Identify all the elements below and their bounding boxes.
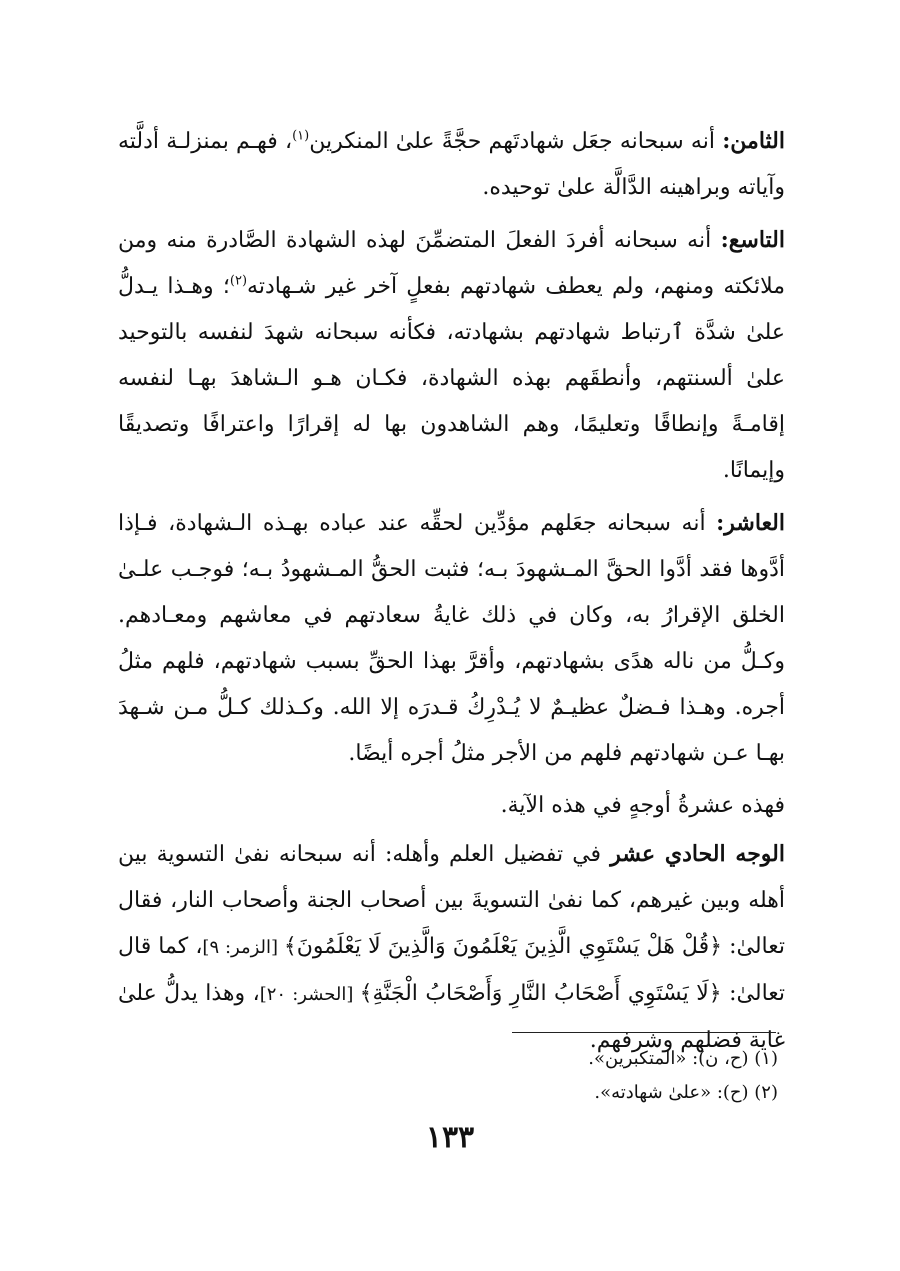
paragraph-ninth [118, 217, 785, 494]
paragraph-eleventh [118, 831, 785, 1064]
paragraph-text: ، وهذا يدلُّ علىٰ غاية فضلهم وشرفهم. [118, 981, 785, 1053]
paragraph-text: في تفضيل العلم وأهله: أنه سبحانه نفىٰ التسوية بين أهله وبين غيرهم، كما نفىٰ التسويةَ بين أصحاب الجنة وأصحاب النار، فقال تعالىٰ: [118, 842, 785, 959]
footnote-1: (١) (ح، ن): «المتكبرين». [588, 1048, 778, 1069]
paragraph-tenth [118, 500, 785, 777]
paragraph-lead: الثامن: [722, 128, 785, 154]
quran-verse: ﴿لَا يَسْتَوِي أَصْحَابُ النَّارِ وَأَصْحَابُ الْجَنَّةِ﴾ [359, 981, 722, 1006]
main-text [118, 118, 785, 1070]
verse-source: [الحشر: ٢٠] [259, 984, 360, 1005]
footnote-ref[interactable]: (١) [292, 128, 310, 144]
paragraph-text: أنه سبحانه جعَلهم مؤدِّين لحقِّه عند عباده بهـذه الـشهادة، فـإذا أدَّوها فقد أدَّوا الحقَّ المـشهودَ بـه؛ فثبت الحقُّ المـشهودُ بـه؛ فوجـب علـىٰ الخلق الإقرارُ به، وكان في ذلك غايةُ سعادتهم في معاشهم ومعـادهم. وكـلُّ من ناله هدًى بشهادتهم، وأقرَّ بهذا الحقِّ بسبب شهادتهم، فلهم مثلُ أجره. وهـذا فـضلٌ عظيـمٌ لا يُـدْرِكُ قـدرَه إلا الله. وكـذلك كـلُّ مـن شـهدَ بهـا عـن شهادتهم فلهم من الأجر مثلُ أجره أيضًا. [118, 511, 785, 766]
paragraph-text: أنه سبحانه أفردَ الفعلَ المتضمِّنَ لهذه الشهادة الصَّادرة منه ومن ملائكته ومنهم، ولم يعطف شهادتهم بفعلٍ آخر غير شـهادته [118, 228, 785, 299]
paragraph-text: ؛ وهـذا يـدلُّ علىٰ شدَّة ٱرتباط شهادتهم بشهادته، فكأنه سبحانه شهدَ لنفسه بالتوحيد علىٰ ألسنتهم، وأنطقَهم بهذه الشهادة، فكـان هـو الـشاهدَ بهـا لنفسه إقامـةً وإنطاقًا وتعليمًا، وهم الشاهدون بها له إقرارًا واعترافًا وتصديقًا وإيمانًا. [118, 274, 785, 483]
paragraph-text: ، فهـم بمنزلـة أدلَّته وآياته وبراهينه الدَّالَّة علىٰ توحيده. [118, 129, 785, 200]
paragraph-eighth [118, 118, 785, 211]
paragraph-text: فهذه عشرةُ أوجهٍ في هذه الآية. [500, 793, 785, 818]
paragraph-lead: العاشر: [716, 510, 785, 536]
paragraph-lead: الوجه الحادي عشر [610, 841, 785, 867]
paragraph-text: أنه سبحانه جعَل شهادتَهم حجَّةً علىٰ المنكرين [309, 129, 723, 154]
footnote-ref[interactable]: (٢) [229, 273, 248, 289]
footnote-2: (٢) (ح): «علىٰ شهادته». [594, 1082, 778, 1103]
verse-source: [الزمر: ٩] [202, 937, 284, 958]
paragraph-lead: التاسع: [720, 227, 785, 253]
paragraph-text: ، كما قال تعالىٰ: [118, 934, 786, 1006]
footnotes [300, 1042, 778, 1110]
footnote-divider [512, 1032, 776, 1033]
paragraph-summary [118, 783, 785, 829]
page-number: ١٣٣ [425, 1120, 475, 1155]
quran-verse: ﴿قُلْ هَلْ يَسْتَوِي الَّذِينَ يَعْلَمُونَ وَالَّذِينَ لَا يَعْلَمُونَ﴾ [283, 934, 722, 959]
